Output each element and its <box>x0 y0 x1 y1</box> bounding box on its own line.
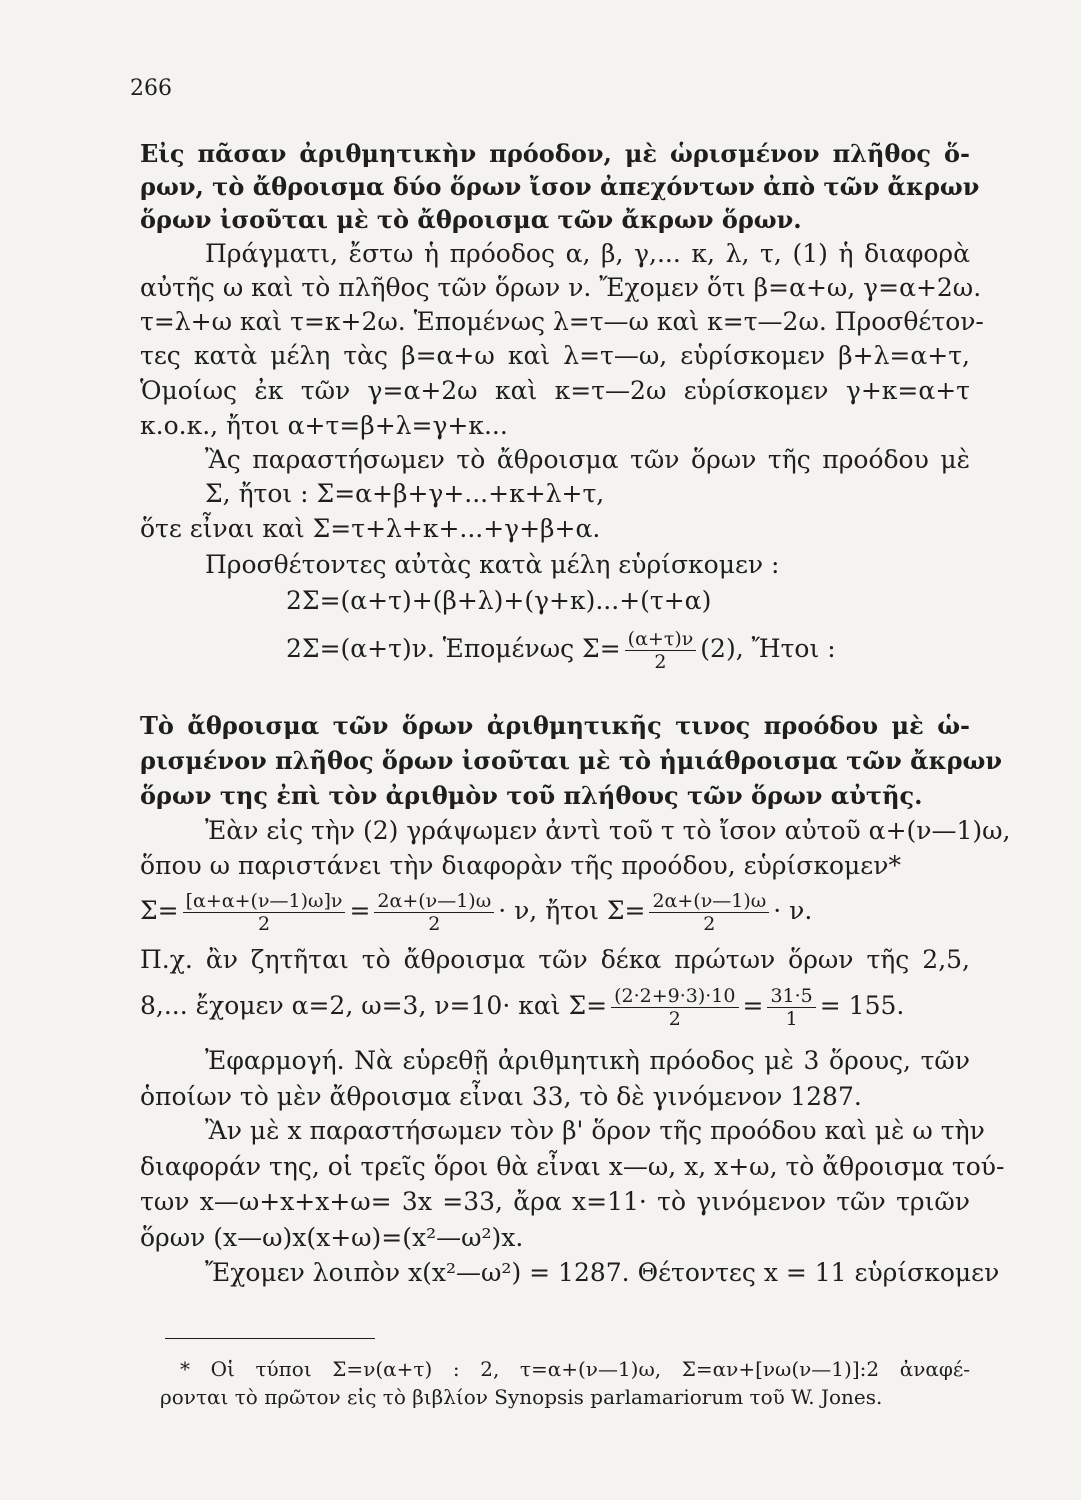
theorem2-line: ὅρων της ἐπὶ τὸν ἀριθμὸν τοῦ πλήθους τῶν ὅρων αὐτῆς. <box>140 781 923 810</box>
application-line: ὅρων (x—ω)x(x+ω)=(x²—ω²)x. <box>140 1223 524 1252</box>
proof-line: Πράγματι, ἔστω ἡ πρόοδος α, β, γ,... κ, λ, τ, (1) ἡ διαφορὰ <box>205 239 970 268</box>
proof-line: Προσθέτοντες αὐτὰς κατὰ μέλη εὑρίσκομεν : <box>205 550 780 579</box>
equation-3 <box>140 890 970 935</box>
eq3-fraction-1 <box>183 890 346 935</box>
example-prefix: 8,... ἔχομεν α=2, ω=3, ν=10· καὶ Σ= <box>140 991 608 1020</box>
equation-2 <box>286 628 936 673</box>
proof-line: Ἐὰν εἰς τὴν (2) γράψωμεν ἀντὶ τοῦ τ τὸ ἴσον αὐτοῦ α+(ν—1)ω, <box>205 816 1011 845</box>
eq2-fraction <box>625 628 697 673</box>
application-line: Ἂν μὲ x παραστήσωμεν τὸν β' ὅρον τῆς προόδου καὶ μὲ ω τὴν <box>205 1116 985 1145</box>
fraction-numerator: (2·2+9·3)·10 <box>611 985 738 1008</box>
eq2-suffix: (2), Ἤτοι : <box>700 634 836 663</box>
eq3-lhs: Σ= <box>140 896 179 925</box>
example-line: Π.χ. ἂν ζητῆται τὸ ἄθροισμα τῶν δέκα πρώτων ὅρων τῆς 2,5, <box>140 945 970 974</box>
proof-line: ὅπου ω παριστάνει τὴν διαφορὰν τῆς προόδου, εὑρίσκομεν* <box>140 851 901 880</box>
example-result: = 155. <box>819 991 905 1020</box>
example-fraction-1 <box>611 985 738 1030</box>
footnote-line: ρονται τὸ πρῶτον εἰς τὸ βιβλίον Synopsis parlamariorum τοῦ W. Jones. <box>160 1385 883 1409</box>
page-number: 266 <box>130 76 172 101</box>
footnote-rule <box>165 1338 375 1339</box>
fraction-numerator: 2α+(ν—1)ω <box>649 890 769 913</box>
eq2-prefix: 2Σ=(α+τ)ν. Ἑπομένως Σ= <box>286 634 621 663</box>
eq3-fraction-3 <box>649 890 769 935</box>
fraction-denominator: 1 <box>785 1008 798 1030</box>
eq3-equals: = <box>349 896 371 925</box>
eq3-fraction-2 <box>374 890 494 935</box>
application-line: Ἐφαρμογή. Νὰ εὑρεθῇ ἀριθμητικὴ πρόοδος μὲ 3 ὅρους, τῶν <box>205 1046 970 1075</box>
proof-line: Ὁμοίως ἐκ τῶν γ=α+2ω καὶ κ=τ—2ω εὑρίσκομεν γ+κ=α+τ <box>140 376 970 405</box>
theorem1-line: ρων, τὸ ἄθροισμα δύο ὅρων ἴσον ἀπεχόντων ἀπὸ τῶν ἄκρων <box>140 172 980 201</box>
application-line: των x—ω+x+x+ω= 3x =33, ἄρα x=11· τὸ γινόμενον τῶν τριῶν <box>140 1187 970 1216</box>
proof-line: κ.ο.κ., ἤτοι α+τ=β+λ=γ+κ... <box>140 411 508 440</box>
fraction-numerator: [α+α+(ν—1)ω]ν <box>183 890 346 913</box>
fraction-denominator: 2 <box>654 651 667 673</box>
application-line: Ἔχομεν λοιπὸν x(x²—ω²) = 1287. Θέτοντες x = 11 εὑρίσκομεν <box>205 1258 1000 1287</box>
example-equation <box>140 985 970 1030</box>
fraction-numerator: 2α+(ν—1)ω <box>374 890 494 913</box>
fraction-denominator: 2 <box>668 1008 681 1030</box>
proof-line: αὐτῆς ω καὶ τὸ πλῆθος τῶν ὅρων ν. Ἔχομεν ὅτι β=α+ω, γ=α+2ω. <box>140 273 982 302</box>
proof-line: Ἂς παραστήσωμεν τὸ ἄθροισμα τῶν ὅρων τῆς προόδου μὲ <box>205 445 970 474</box>
proof-line: τες κατὰ μέλη τὰς β=α+ω καὶ λ=τ—ω, εὑρίσκομεν β+λ=α+τ, <box>140 341 970 370</box>
theorem2-line: ρισμένον πλῆθος ὅρων ἰσοῦται μὲ τὸ ἡμιάθροισμα τῶν ἄκρων <box>140 746 1003 775</box>
fraction-numerator: 31·5 <box>767 985 815 1008</box>
theorem2-line: Τὸ ἄθροισμα τῶν ὅρων ἀριθμητικῆς τινος προόδου μὲ ὡ- <box>140 711 970 740</box>
equation-line: Σ, ἤτοι : Σ=α+β+γ+...+κ+λ+τ, <box>205 479 605 508</box>
eq3-end: · ν. <box>773 896 813 925</box>
application-line: διαφοράν της, οἱ τρεῖς ὅροι θὰ εἶναι x—ω, x, x+ω, τὸ ἄθροισμα τού- <box>140 1152 1005 1181</box>
footnote-line: * Οἱ τύποι Σ=ν(α+τ) : 2, τ=α+(ν—1)ω, Σ=αν+[νω(ν—1)]:2 ἀναφέ- <box>180 1357 970 1381</box>
fraction-numerator: (α+τ)ν <box>625 628 697 651</box>
equation-line: 2Σ=(α+τ)+(β+λ)+(γ+κ)...+(τ+α) <box>286 586 712 615</box>
equation-line: ὅτε εἶναι καὶ Σ=τ+λ+κ+...+γ+β+α. <box>140 514 601 543</box>
example-equals: = <box>742 991 764 1020</box>
fraction-denominator: 2 <box>428 913 441 935</box>
theorem1-line: ὅρων ἰσοῦται μὲ τὸ ἄθροισμα τῶν ἄκρων ὅρων. <box>140 205 802 234</box>
example-fraction-2 <box>767 985 815 1030</box>
proof-line: τ=λ+ω καὶ τ=κ+2ω. Ἑπομένως λ=τ—ω καὶ κ=τ—2ω. Προσθέτον- <box>140 307 984 336</box>
theorem1-line: Εἰς πᾶσαν ἀριθμητικὴν πρόοδον, μὲ ὡρισμένον πλῆθος ὅ- <box>140 139 970 168</box>
fraction-denominator: 2 <box>258 913 271 935</box>
eq3-mid: · ν, ἤτοι Σ= <box>498 896 646 925</box>
application-line: ὁποίων τὸ μὲν ἄθροισμα εἶναι 33, τὸ δὲ γινόμενον 1287. <box>140 1082 862 1111</box>
fraction-denominator: 2 <box>703 913 716 935</box>
